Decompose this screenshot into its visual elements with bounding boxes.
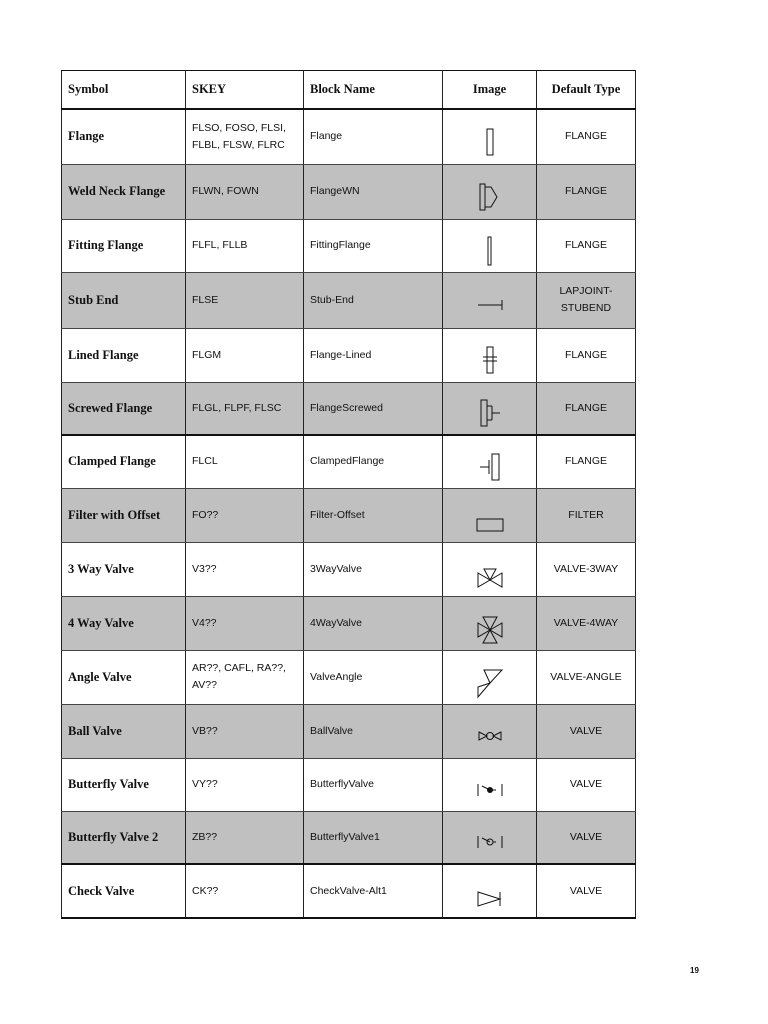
header-block-name: Block Name xyxy=(304,71,443,110)
cell-skey: ZB?? xyxy=(186,811,304,864)
cell-symbol: Screwed Flange xyxy=(62,382,186,435)
cell-skey: CK?? xyxy=(186,864,304,918)
cell-block-name: 3WayValve xyxy=(304,542,443,596)
cell-block-name: ValveAngle xyxy=(304,650,443,704)
cell-symbol: Flange xyxy=(62,109,186,164)
cell-default-type: FLANGE xyxy=(537,164,636,219)
cell-block-name: Filter-Offset xyxy=(304,488,443,542)
cell-skey: AR??, CAFL, RA??, AV?? xyxy=(186,650,304,704)
cell-image xyxy=(443,328,537,382)
cell-skey: FLFL, FLLB xyxy=(186,219,304,272)
cell-default-type: VALVE xyxy=(537,704,636,758)
cell-default-type: VALVE-4WAY xyxy=(537,596,636,650)
cell-default-type: VALVE xyxy=(537,864,636,918)
angle-valve-icon xyxy=(470,665,510,699)
cell-block-name: FlangeWN xyxy=(304,164,443,219)
table-row xyxy=(62,596,636,650)
ball-valve-icon xyxy=(470,719,510,753)
cell-image xyxy=(443,542,537,596)
cell-default-type: FILTER xyxy=(537,488,636,542)
cell-block-name: CheckValve-Alt1 xyxy=(304,864,443,918)
cell-default-type: VALVE xyxy=(537,758,636,811)
table-row xyxy=(62,272,636,328)
clamped-flange-icon xyxy=(470,450,510,484)
cell-skey: V3?? xyxy=(186,542,304,596)
cell-block-name: ClampedFlange xyxy=(304,435,443,488)
table-row xyxy=(62,109,636,164)
cell-block-name: FlangeScrewed xyxy=(304,382,443,435)
lined-flange-icon xyxy=(470,343,510,377)
fitting-flange-icon xyxy=(470,234,510,268)
cell-block-name: FittingFlange xyxy=(304,219,443,272)
screwed-flange-icon xyxy=(470,396,510,430)
cell-image xyxy=(443,650,537,704)
check-valve-icon xyxy=(470,879,510,913)
cell-image xyxy=(443,864,537,918)
weld-neck-flange-icon xyxy=(470,180,510,214)
cell-image xyxy=(443,758,537,811)
cell-image xyxy=(443,435,537,488)
table-row xyxy=(62,704,636,758)
table-row xyxy=(62,382,636,435)
cell-block-name: 4WayValve xyxy=(304,596,443,650)
cell-skey: FLGM xyxy=(186,328,304,382)
cell-skey: FLSO, FOSO, FLSI, FLBL, FLSW, FLRC xyxy=(186,109,304,164)
cell-symbol: Weld Neck Flange xyxy=(62,164,186,219)
cell-symbol: Angle Valve xyxy=(62,650,186,704)
cell-image xyxy=(443,488,537,542)
cell-skey: FLCL xyxy=(186,435,304,488)
cell-symbol: Stub End xyxy=(62,272,186,328)
cell-default-type: LAPJOINT-STUBEND xyxy=(537,272,636,328)
cell-skey: FO?? xyxy=(186,488,304,542)
table-row xyxy=(62,488,636,542)
cell-symbol: Filter with Offset xyxy=(62,488,186,542)
cell-default-type: VALVE xyxy=(537,811,636,864)
header-default-type: Default Type xyxy=(537,71,636,110)
cell-default-type: FLANGE xyxy=(537,382,636,435)
cell-image xyxy=(443,164,537,219)
cell-image xyxy=(443,109,537,164)
cell-default-type: FLANGE xyxy=(537,219,636,272)
table-row xyxy=(62,758,636,811)
table-header-row xyxy=(62,71,636,110)
cell-block-name: Flange-Lined xyxy=(304,328,443,382)
table-row xyxy=(62,650,636,704)
header-skey: SKEY xyxy=(186,71,304,110)
cell-block-name: BallValve xyxy=(304,704,443,758)
cell-symbol: Check Valve xyxy=(62,864,186,918)
cell-symbol: Butterfly Valve xyxy=(62,758,186,811)
table-row xyxy=(62,435,636,488)
cell-symbol: Clamped Flange xyxy=(62,435,186,488)
cell-default-type: VALVE-3WAY xyxy=(537,542,636,596)
cell-image xyxy=(443,272,537,328)
cell-default-type: FLANGE xyxy=(537,328,636,382)
cell-symbol: Butterfly Valve 2 xyxy=(62,811,186,864)
cell-block-name: ButterflyValve1 xyxy=(304,811,443,864)
cell-default-type: FLANGE xyxy=(537,109,636,164)
table-row xyxy=(62,811,636,864)
cell-skey: VY?? xyxy=(186,758,304,811)
cell-block-name: Flange xyxy=(304,109,443,164)
cell-symbol: 3 Way Valve xyxy=(62,542,186,596)
filter-offset-icon xyxy=(470,503,510,537)
butterfly-valve-2-icon xyxy=(470,825,510,859)
cell-block-name: Stub-End xyxy=(304,272,443,328)
header-image: Image xyxy=(443,71,537,110)
table-row xyxy=(62,542,636,596)
three-way-valve-icon xyxy=(470,557,510,591)
cell-symbol: Fitting Flange xyxy=(62,219,186,272)
four-way-valve-icon xyxy=(470,611,510,645)
page-number: 19 xyxy=(690,966,699,975)
cell-default-type: FLANGE xyxy=(537,435,636,488)
cell-symbol: 4 Way Valve xyxy=(62,596,186,650)
stub-end-icon xyxy=(470,288,510,322)
table-row xyxy=(62,864,636,918)
cell-skey: FLWN, FOWN xyxy=(186,164,304,219)
cell-default-type: VALVE-ANGLE xyxy=(537,650,636,704)
cell-skey: FLSE xyxy=(186,272,304,328)
cell-skey: FLGL, FLPF, FLSC xyxy=(186,382,304,435)
cell-image xyxy=(443,382,537,435)
cell-skey: VB?? xyxy=(186,704,304,758)
table-row xyxy=(62,328,636,382)
butterfly-valve-icon xyxy=(470,773,510,807)
table-row xyxy=(62,219,636,272)
cell-block-name: ButterflyValve xyxy=(304,758,443,811)
cell-image xyxy=(443,219,537,272)
header-symbol: Symbol xyxy=(62,71,186,110)
table-row xyxy=(62,164,636,219)
cell-image xyxy=(443,704,537,758)
cell-skey: V4?? xyxy=(186,596,304,650)
symbol-table xyxy=(61,70,636,919)
cell-symbol: Ball Valve xyxy=(62,704,186,758)
cell-image xyxy=(443,596,537,650)
flange-icon xyxy=(470,125,510,159)
cell-image xyxy=(443,811,537,864)
cell-symbol: Lined Flange xyxy=(62,328,186,382)
